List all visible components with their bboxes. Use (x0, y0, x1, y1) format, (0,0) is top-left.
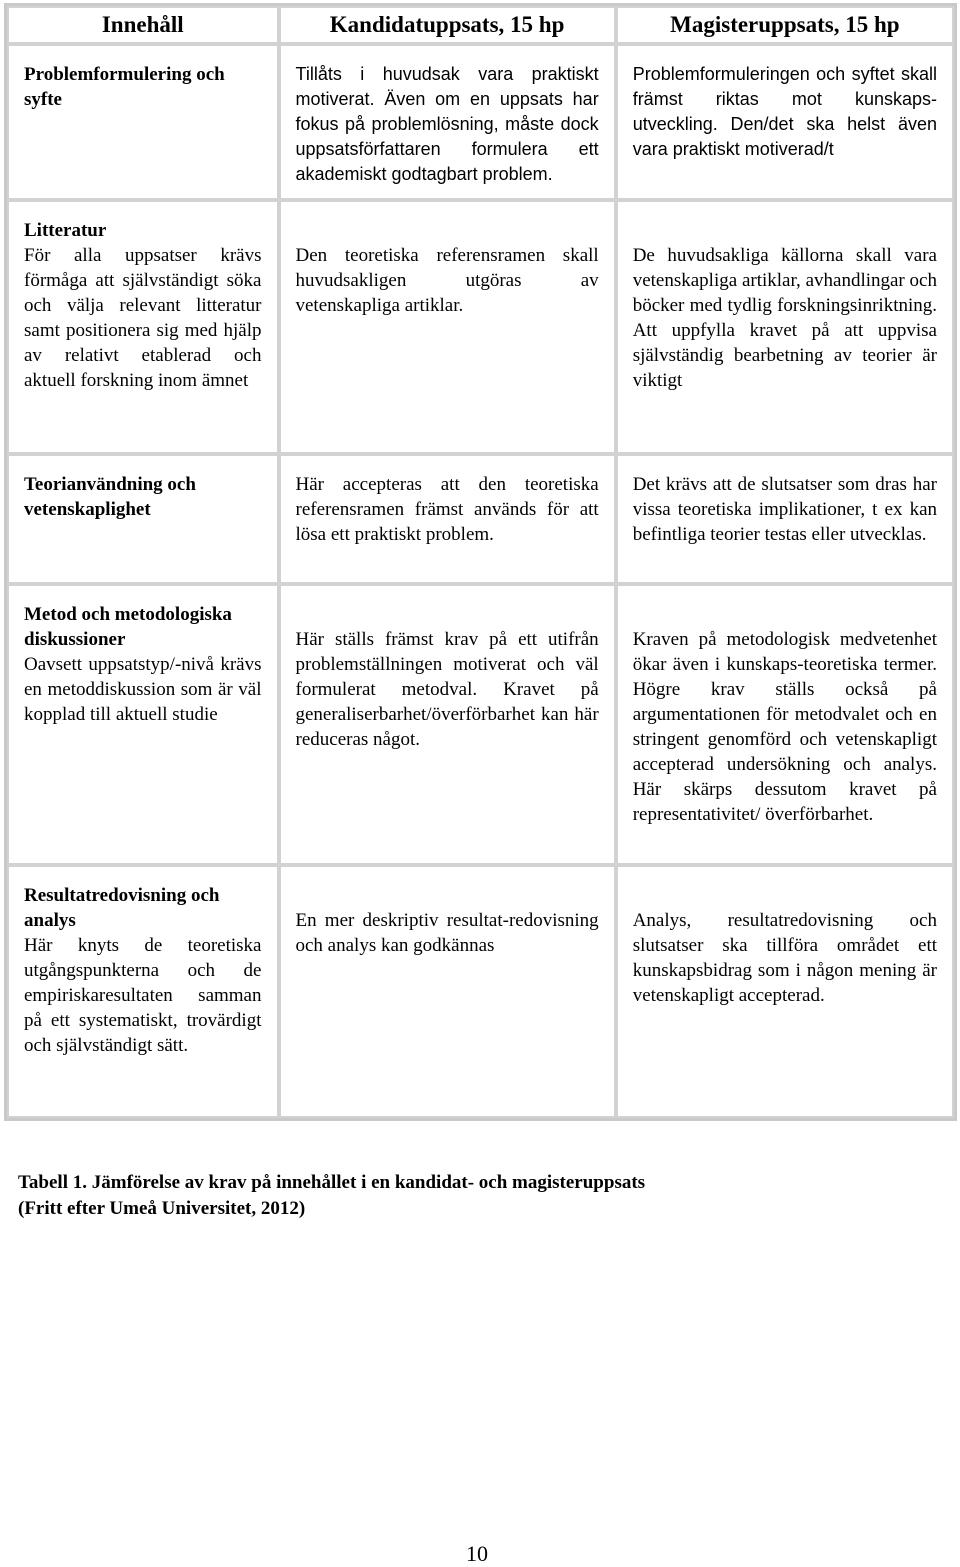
kandidat-text: En mer deskriptiv resultat-redovisning och analys kan godkännas (295, 910, 599, 956)
row-title: Resultatredovisning och analys (24, 885, 220, 931)
row-description: För alla uppsatser krävs förmåga att självständigt söka och välja relevant litteratur samt positionera sig med hjälp av relativt etablerad och aktuell forskning inom ämnet (24, 245, 262, 391)
kandidat-cell (279, 584, 616, 865)
magister-cell (616, 584, 954, 865)
row-label-cell (7, 44, 279, 200)
kandidat-text: Här accepteras att den teoretiska referensramen främst används för att lösa ett praktiskt problem. (295, 474, 599, 545)
kandidat-text: Här ställs främst krav på ett utifrån problemställningen motiverat och väl formulerat metodval. Kravet på generaliserbarhet/överförbarhet kan här reduceras något. (295, 629, 599, 750)
magister-cell (616, 200, 954, 454)
header-magister: Magisteruppsats, 15 hp (616, 6, 954, 44)
comparison-table (4, 3, 957, 1121)
page-number: 10 (466, 1541, 488, 1566)
magister-cell (616, 865, 954, 1118)
magister-text: De huvudsakliga källorna skall vara vetenskapliga artiklar, avhandlingar och böcker med tydlig forskningsinriktning. Att uppfylla kravet på att uppvisa självständig bearbetning av teorier är viktigt (632, 245, 937, 391)
table-row (7, 584, 954, 865)
caption-line-2: (Fritt efter Umeå Universitet, 2012) (18, 1198, 306, 1219)
table-row (7, 200, 954, 454)
row-label-cell (7, 454, 279, 584)
kandidat-cell (279, 200, 616, 454)
magister-text: Kraven på metodologisk medvetenhet ökar även i kunskaps-teoretiska termer. Högre krav ställs också på argumentationen för metodvalet och en stringent genomförd och vetenskapligt accepterad undersökning och analys. Här skärps dessutom kravet på representativitet/ överförbarhet. (632, 629, 937, 825)
row-title: Problemformulering och syfte (24, 64, 225, 110)
magister-text: Det krävs att de slutsatser som dras har vissa teoretiska implikationer, t ex kan befintliga teorier testas eller utvecklas. (632, 474, 937, 545)
magister-cell (616, 454, 954, 584)
table-row (7, 44, 954, 200)
table-header-row (7, 6, 954, 44)
kandidat-text: Den teoretiska referensramen skall huvudsakligen utgöras av vetenskapliga artiklar. (295, 245, 599, 316)
kandidat-text: Tillåts i huvudsak vara praktiskt motiverat. Även om en uppsats har fokus på problemlösning, måste dock uppsatsförfattaren formulera ett akademiskt godtagbart problem. (295, 64, 599, 184)
row-title: Teorianvändning och vetenskaplighet (24, 474, 196, 520)
row-label-cell (7, 584, 279, 865)
header-content: Innehåll (7, 6, 279, 44)
row-label-cell (7, 865, 279, 1118)
kandidat-cell (279, 865, 616, 1118)
table-row (7, 865, 954, 1118)
kandidat-cell (279, 454, 616, 584)
magister-text: Problemformuleringen och syftet skall främst riktas mot kunskaps-utveckling. Den/det ska helst även vara praktiskt motiverad/t (632, 64, 937, 159)
magister-cell (616, 44, 954, 200)
magister-text: Analys, resultatredovisning och slutsatser ska tillföra området ett kunskapsbidrag som i någon mening är vetenskapligt accepterad. (632, 910, 937, 1006)
caption-line-1: Tabell 1. Jämförelse av krav på innehållet i en kandidat- och magisteruppsats (18, 1172, 646, 1193)
row-title: Litteratur (24, 220, 107, 241)
row-title: Metod och metodologiska diskussioner (24, 604, 232, 650)
table-caption (18, 1170, 645, 1222)
row-description: Oavsett uppsatstyp/-nivå krävs en metoddiskussion som är väl kopplad till aktuell studie (24, 654, 262, 725)
header-kandidat: Kandidatuppsats, 15 hp (279, 6, 616, 44)
table-row (7, 454, 954, 584)
kandidat-cell (279, 44, 616, 200)
row-label-cell (7, 200, 279, 454)
row-description: Här knyts de teoretiska utgångspunkterna och de empiriskaresultaten samman på ett systematiskt, trovärdigt och självständigt sätt. (24, 935, 262, 1056)
